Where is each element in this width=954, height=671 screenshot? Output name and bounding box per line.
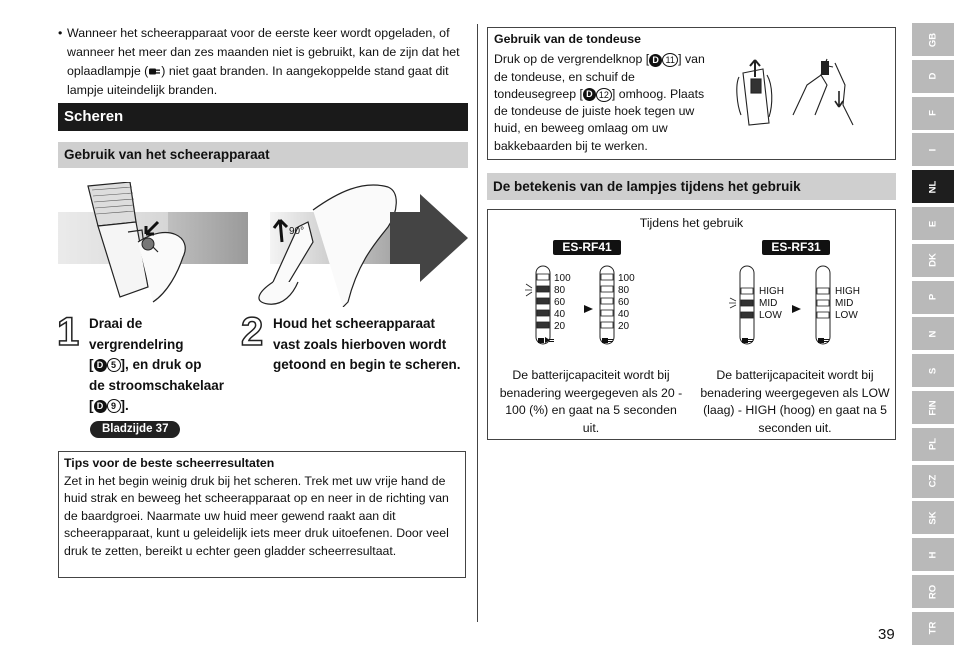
- part-number-9: 9: [107, 399, 121, 413]
- section-title: Scheren: [58, 103, 468, 131]
- step-1-text: Draai de vergrendelring [ D 5 ], en druk op de stroomschakelaar [ D 9 ].: [89, 316, 225, 413]
- svg-text:40: 40: [554, 309, 566, 320]
- step-2-number: 2: [241, 310, 264, 354]
- model-es-rf41: ES-RF41: [553, 240, 621, 255]
- svg-text:LOW: LOW: [835, 310, 858, 321]
- lamp-indicator-es-rf41: [518, 262, 658, 354]
- svg-text:100: 100: [554, 273, 571, 284]
- subsection-title: Gebruik van het scheerapparaat: [58, 142, 468, 168]
- language-tabs: [912, 0, 954, 671]
- lamp-caption-es-rf41: De batterijcapaciteit wordt bij benadering weergegeven als 20 - 100 (%) en gaat na 5 seconden uit.: [499, 368, 683, 435]
- part-d-icon: D: [94, 400, 107, 413]
- language-tab-f[interactable]: F: [912, 97, 954, 130]
- language-tab-e[interactable]: E: [912, 207, 954, 240]
- step-2-text: Houd het scheerapparaat vast zoals hierboven wordt getoond en begin te scheren.: [273, 316, 461, 372]
- intro-text-start: Wanneer het scheerapparaat voor de eerste keer wordt opgeladen, of wanneer het meer dan zes maanden niet is gebruikt, kan de zijn dat het oplaadlampje (: [67, 26, 460, 78]
- language-tab-h[interactable]: H: [912, 538, 954, 571]
- svg-text:100: 100: [618, 273, 635, 284]
- tips-box: [58, 451, 466, 578]
- language-tab-tr[interactable]: TR: [912, 612, 954, 645]
- language-tab-d[interactable]: D: [912, 60, 954, 93]
- language-tab-n[interactable]: N: [912, 317, 954, 350]
- tips-text: Zet in het begin weinig druk bij het scheren. Trek met uw vrije hand de huid strak en beweeg het scheerapparaat op en neer in de richting van de baardgroei. Naarmate uw huid meer gewend raakt aan dit scheerapparaat, kunt u geleidelijk iets meer druk uitoefenen. Door veel druk te zetten, bereikt u echter geen gladder scheerresultaat.: [64, 473, 449, 558]
- language-tab-fin[interactable]: FIN: [912, 391, 954, 424]
- part-number-12: 12: [596, 88, 612, 102]
- svg-text:60: 60: [618, 297, 630, 308]
- language-tab-cz[interactable]: CZ: [912, 465, 954, 498]
- svg-text:20: 20: [554, 321, 566, 332]
- shaver-illustration: [58, 182, 468, 307]
- part-number-5: 5: [107, 358, 121, 372]
- part-d-icon: D: [583, 88, 596, 101]
- language-tab-s[interactable]: S: [912, 354, 954, 387]
- language-tab-nl[interactable]: NL: [912, 170, 954, 203]
- lamps-box: [487, 209, 896, 440]
- trimmer-text: Druk op de vergrendelknop [ D 11 ] van de tondeuse, en schuif de tondeusegreep [ D 12 ] omhoog. Plaats de tondeuse de juiste hoek tegen uw huid, en beweeg omlaag om uw bakkebaarden bij te werken.: [494, 52, 705, 153]
- lamps-subtitle: Tijdens het gebruik: [639, 216, 744, 230]
- svg-text:MID: MID: [759, 298, 778, 309]
- svg-text:MID: MID: [835, 298, 854, 309]
- page-number: 39: [878, 626, 895, 643]
- lamps-title: De betekenis van de lampjes tijdens het gebruik: [487, 173, 896, 200]
- lamp-indicator-es-rf31: [726, 262, 876, 354]
- language-tab-gb[interactable]: GB: [912, 23, 954, 56]
- language-tab-ro[interactable]: RO: [912, 575, 954, 608]
- svg-text:HIGH: HIGH: [759, 286, 784, 297]
- part-d-icon: D: [94, 359, 107, 372]
- angle-label: 90°: [289, 226, 305, 237]
- svg-text:HIGH: HIGH: [835, 286, 860, 297]
- language-tab-dk[interactable]: DK: [912, 244, 954, 277]
- svg-text:20: 20: [618, 321, 630, 332]
- trimmer-title: Gebruik van de tondeuse: [494, 32, 641, 46]
- language-tab-pl[interactable]: PL: [912, 428, 954, 461]
- svg-text:40: 40: [618, 309, 630, 320]
- column-divider: [477, 24, 478, 622]
- part-number-11: 11: [662, 53, 678, 67]
- charge-plug-icon: [148, 67, 161, 76]
- part-d-icon: D: [649, 54, 662, 67]
- step-1-number: 1: [57, 310, 80, 354]
- svg-text:60: 60: [554, 297, 566, 308]
- svg-text:80: 80: [554, 285, 566, 296]
- page-reference-badge[interactable]: Bladzijde 37: [90, 421, 180, 438]
- intro-text-end: ) niet gaat branden. In aangekoppelde stand gaat dit lampje uiteindelijk branden.: [67, 64, 449, 97]
- trimmer-illustration: [735, 55, 860, 127]
- svg-text:LOW: LOW: [759, 310, 782, 321]
- language-tab-p[interactable]: P: [912, 281, 954, 314]
- bullet: •: [58, 26, 63, 40]
- intro-note: [58, 24, 468, 100]
- model-es-rf31: ES-RF31: [762, 240, 830, 255]
- language-tab-i[interactable]: I: [912, 133, 954, 166]
- language-tab-sk[interactable]: SK: [912, 501, 954, 534]
- svg-text:80: 80: [618, 285, 630, 296]
- tips-title: Tips voor de beste scheerresultaten: [64, 456, 275, 470]
- lamp-caption-es-rf31: De batterijcapaciteit wordt bij benadering weergegeven als LOW (laag) - HIGH (hoog) en gaat na 5 seconden uit.: [700, 368, 890, 435]
